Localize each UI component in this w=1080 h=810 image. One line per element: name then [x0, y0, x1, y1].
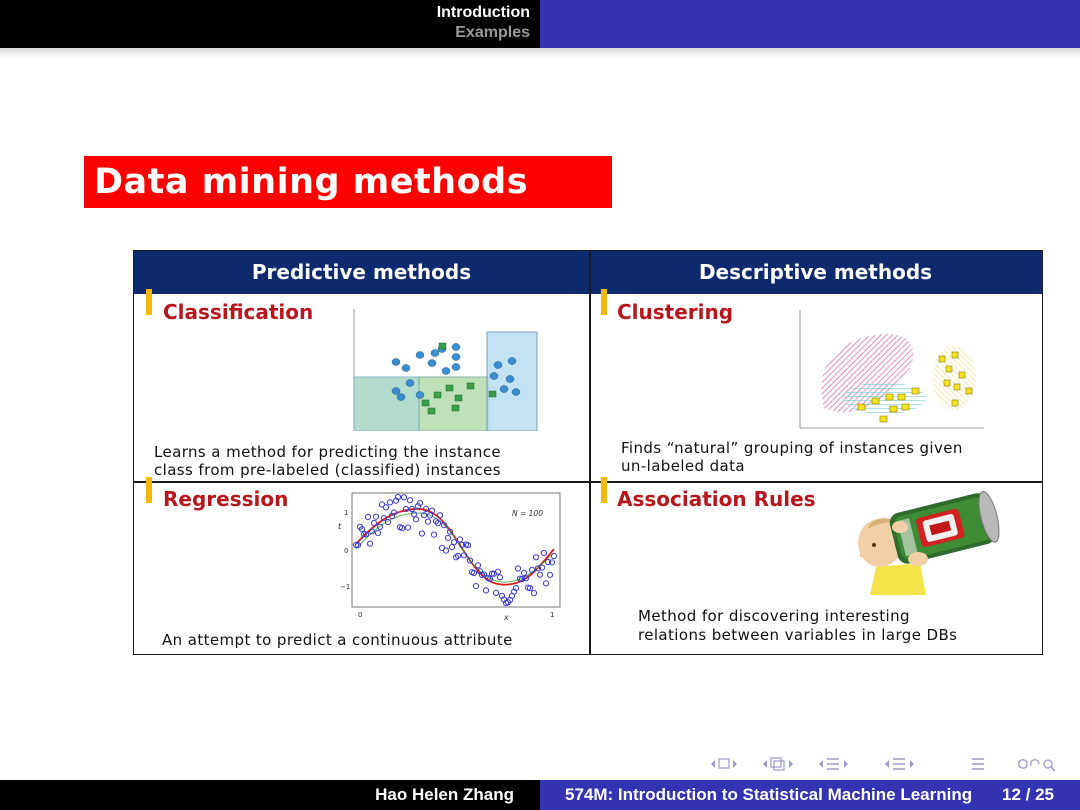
- classification-illustration: [344, 307, 544, 431]
- top-bar-left: [0, 0, 540, 48]
- cell-title-association-rules: Association Rules: [617, 487, 816, 511]
- header-descriptive-methods: Descriptive methods: [589, 251, 1042, 294]
- cell-title-clustering: Clustering: [617, 300, 734, 324]
- footer-course-title: 574M: Introduction to Statistical Machine Learning: [565, 785, 973, 804]
- bullet-marker: [601, 477, 607, 503]
- footer-page-number: 12 / 25: [1002, 785, 1054, 804]
- clustering-illustration: [794, 308, 984, 433]
- footer-right: [540, 780, 1080, 810]
- header-predictive-methods: Predictive methods: [134, 251, 589, 294]
- classification-description-line1: Learns a method for predicting the instance: [154, 443, 502, 461]
- regression-xtick-0: 0: [358, 611, 363, 619]
- association-description-line1: Method for discovering interesting: [638, 607, 910, 625]
- regression-xtick-1: 1: [550, 611, 555, 619]
- regression-ytick-0: 0: [344, 547, 349, 555]
- nav-subsection-examples[interactable]: Examples: [455, 24, 530, 41]
- footer-left: [0, 780, 540, 810]
- regression-plot: [334, 489, 566, 621]
- regression-y-label: t: [338, 522, 342, 531]
- association-description-line2: relations between variables in large DBs: [638, 626, 958, 644]
- bullet-marker: [146, 477, 152, 503]
- nav-frame-icon[interactable]: [711, 759, 737, 768]
- footer-author: Hao Helen Zhang: [375, 785, 514, 804]
- clustering-description-line2: un-labeled data: [621, 457, 746, 475]
- footer-bar: [0, 780, 1080, 810]
- nav-section-introduction[interactable]: Introduction: [436, 4, 530, 21]
- regression-ytick-1: 1: [344, 509, 349, 517]
- nav-subsubsection-icon[interactable]: [885, 759, 914, 769]
- cell-title-classification: Classification: [163, 300, 314, 324]
- slide-title: Data mining methods: [94, 162, 529, 202]
- top-bar-right: [540, 0, 1080, 48]
- bullet-marker: [601, 289, 607, 315]
- regression-n-label: N = 100: [512, 509, 543, 518]
- slide-title-banner: [84, 156, 612, 208]
- regression-x-label: x: [504, 613, 509, 621]
- bullet-marker: [146, 289, 152, 315]
- nav-subsection-icon[interactable]: [763, 758, 793, 770]
- baby-with-beer-can-image: [840, 487, 1000, 597]
- classification-description-line2: class from pre-labeled (classified) instances: [154, 461, 501, 479]
- top-bar-shadow: [0, 48, 1080, 58]
- methods-table: [133, 250, 1043, 655]
- regression-description: An attempt to predict a continuous attribute: [162, 631, 513, 649]
- cell-title-regression: Regression: [163, 487, 289, 511]
- nav-search-icon[interactable]: [1019, 760, 1055, 771]
- row-divider: [134, 481, 1042, 483]
- nav-section-icon[interactable]: [819, 759, 848, 769]
- nav-doc-icon[interactable]: [972, 759, 984, 769]
- regression-ytick-minus1: −1: [340, 583, 351, 591]
- beamer-navigation-symbols: [705, 754, 1075, 776]
- column-divider: [589, 251, 591, 654]
- top-navigation-bar: [0, 0, 1080, 48]
- clustering-description-line1: Finds “natural” grouping of instances given: [621, 439, 963, 457]
